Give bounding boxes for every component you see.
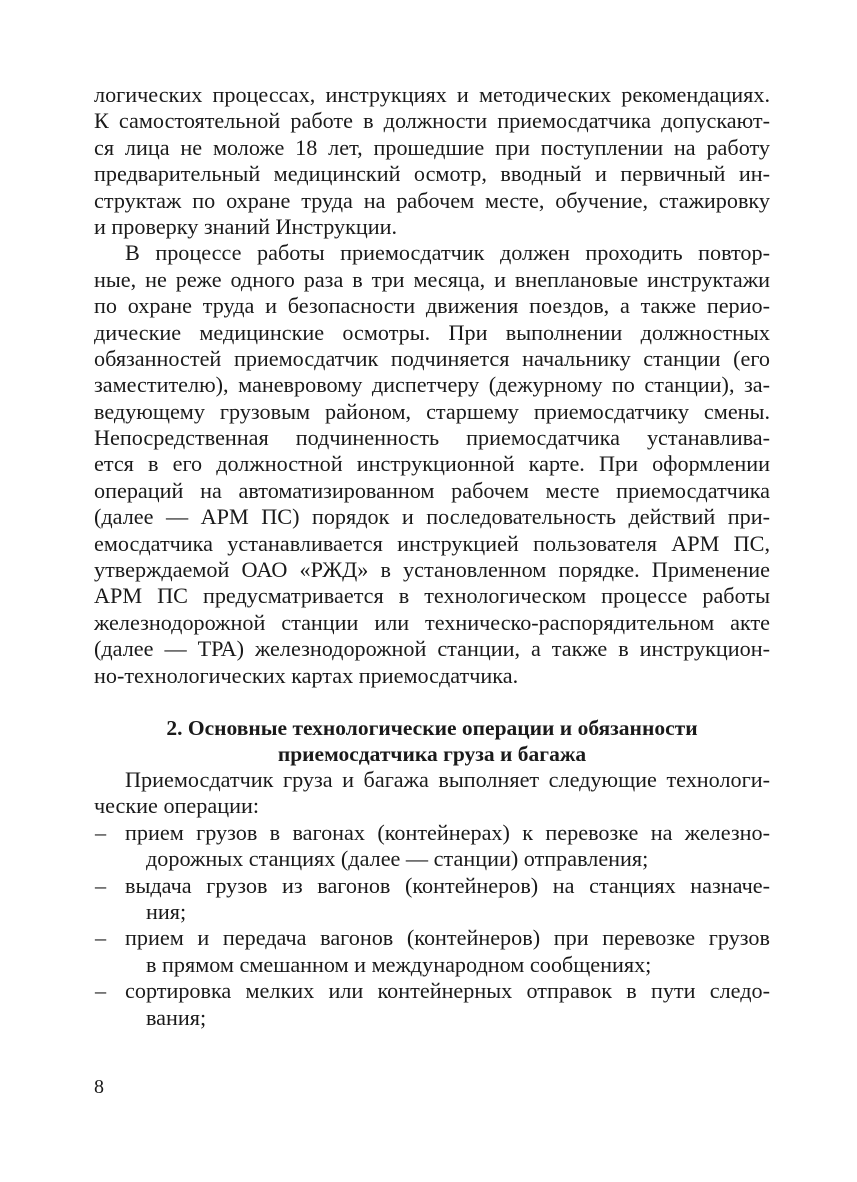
text-line: емосдатчика устанавливается инструкцией пользователя АРМ ПС, bbox=[94, 530, 770, 556]
list-item bbox=[94, 925, 770, 978]
operations-list bbox=[94, 820, 770, 1031]
bullet-dash: – bbox=[95, 978, 107, 1004]
text-line: логических процессах, инструкциях и методических рекомендациях. bbox=[94, 82, 770, 107]
list-item-text: прием и передача вагонов (контейнеров) при перевозке грузов bbox=[125, 925, 770, 951]
list-item bbox=[94, 873, 770, 926]
paragraph-2 bbox=[94, 240, 770, 689]
list-item-continuation: вания; bbox=[146, 1004, 207, 1030]
text-line: Непосредственная подчиненность приемосдатчика устанавлива- bbox=[94, 425, 770, 451]
page-number: 8 bbox=[94, 1076, 104, 1098]
paragraph-3 bbox=[94, 767, 770, 820]
text-line: обязанностей приемосдатчик подчиняется начальнику станции (его bbox=[94, 345, 770, 371]
text-line: (далее — АРМ ПС) порядок и последовательность действий при- bbox=[94, 504, 770, 530]
text-line: ведующему грузовым районом, старшему приемосдатчику смены. bbox=[94, 398, 770, 424]
text-line: В процессе работы приемосдатчик должен проходить повтор- bbox=[125, 240, 770, 266]
list-item-continuation: ния; bbox=[146, 898, 187, 924]
bullet-dash: – bbox=[95, 872, 107, 898]
text-line: утверждаемой ОАО «РЖД» в установленном порядке. Применение bbox=[94, 557, 770, 583]
text-line: (далее — ТРА) железнодорожной станции, а также в инструкцион- bbox=[94, 636, 770, 662]
text-line: по охране труда и безопасности движения поездов, а также перио- bbox=[94, 293, 770, 319]
list-item bbox=[94, 978, 770, 1031]
text-line: ся лица не моложе 18 лет, прошедшие при поступлении на работу bbox=[94, 134, 770, 160]
section-heading-line-2: приемосдатчика груза и багажа bbox=[277, 741, 587, 766]
text-line: дические медицинские осмотры. При выполнении должностных bbox=[94, 319, 770, 345]
text-line: Приемосдатчик груза и багажа выполняет следующие технологи- bbox=[125, 766, 770, 792]
text-line: ется в его должностной инструкционной карте. При оформлении bbox=[94, 451, 770, 477]
paragraph-1 bbox=[94, 82, 770, 240]
list-item-text: выдача грузов из вагонов (контейнеров) на станциях назначе- bbox=[125, 872, 770, 898]
page-body bbox=[94, 82, 770, 1031]
bullet-dash: – bbox=[95, 819, 107, 845]
text-line: заместителю), маневровому диспетчеру (дежурному по станции), за- bbox=[94, 372, 770, 398]
text-line: но-технологических картах приемосдатчика. bbox=[94, 662, 519, 688]
list-item bbox=[94, 820, 770, 873]
text-line: железнодорожной станции или техническо-распорядительном акте bbox=[94, 609, 770, 635]
list-item-continuation: дорожных станциях (далее — станции) отправления; bbox=[146, 846, 649, 872]
text-line: операций на автоматизированном рабочем месте приемосдатчика bbox=[94, 477, 770, 503]
text-line: ные, не реже одного раза в три месяца, и внеплановые инструктажи bbox=[94, 266, 770, 292]
section-heading-line-1: 2. Основные технологические операции и обязанности bbox=[166, 715, 698, 740]
text-line: предварительный медицинский осмотр, вводный и первичный ин- bbox=[94, 161, 770, 187]
text-line: и проверку знаний Инструкции. bbox=[94, 213, 398, 239]
text-line: ческие операции: bbox=[94, 793, 259, 819]
text-line: К самостоятельной работе в должности приемосдатчика допускают- bbox=[94, 108, 770, 134]
list-item-continuation: в прямом смешанном и международном сообщениях; bbox=[146, 951, 652, 977]
section-heading bbox=[94, 715, 770, 767]
list-item-text: сортировка мелких или контейнерных отправок в пути следо- bbox=[125, 978, 770, 1004]
list-item-text: прием грузов в вагонах (контейнерах) к перевозке на железно- bbox=[125, 819, 770, 845]
text-line: структаж по охране труда на рабочем месте, обучение, стажировку bbox=[94, 187, 770, 213]
bullet-dash: – bbox=[95, 925, 107, 951]
text-line: АРМ ПС предусматривается в технологическом процессе работы bbox=[94, 583, 770, 609]
